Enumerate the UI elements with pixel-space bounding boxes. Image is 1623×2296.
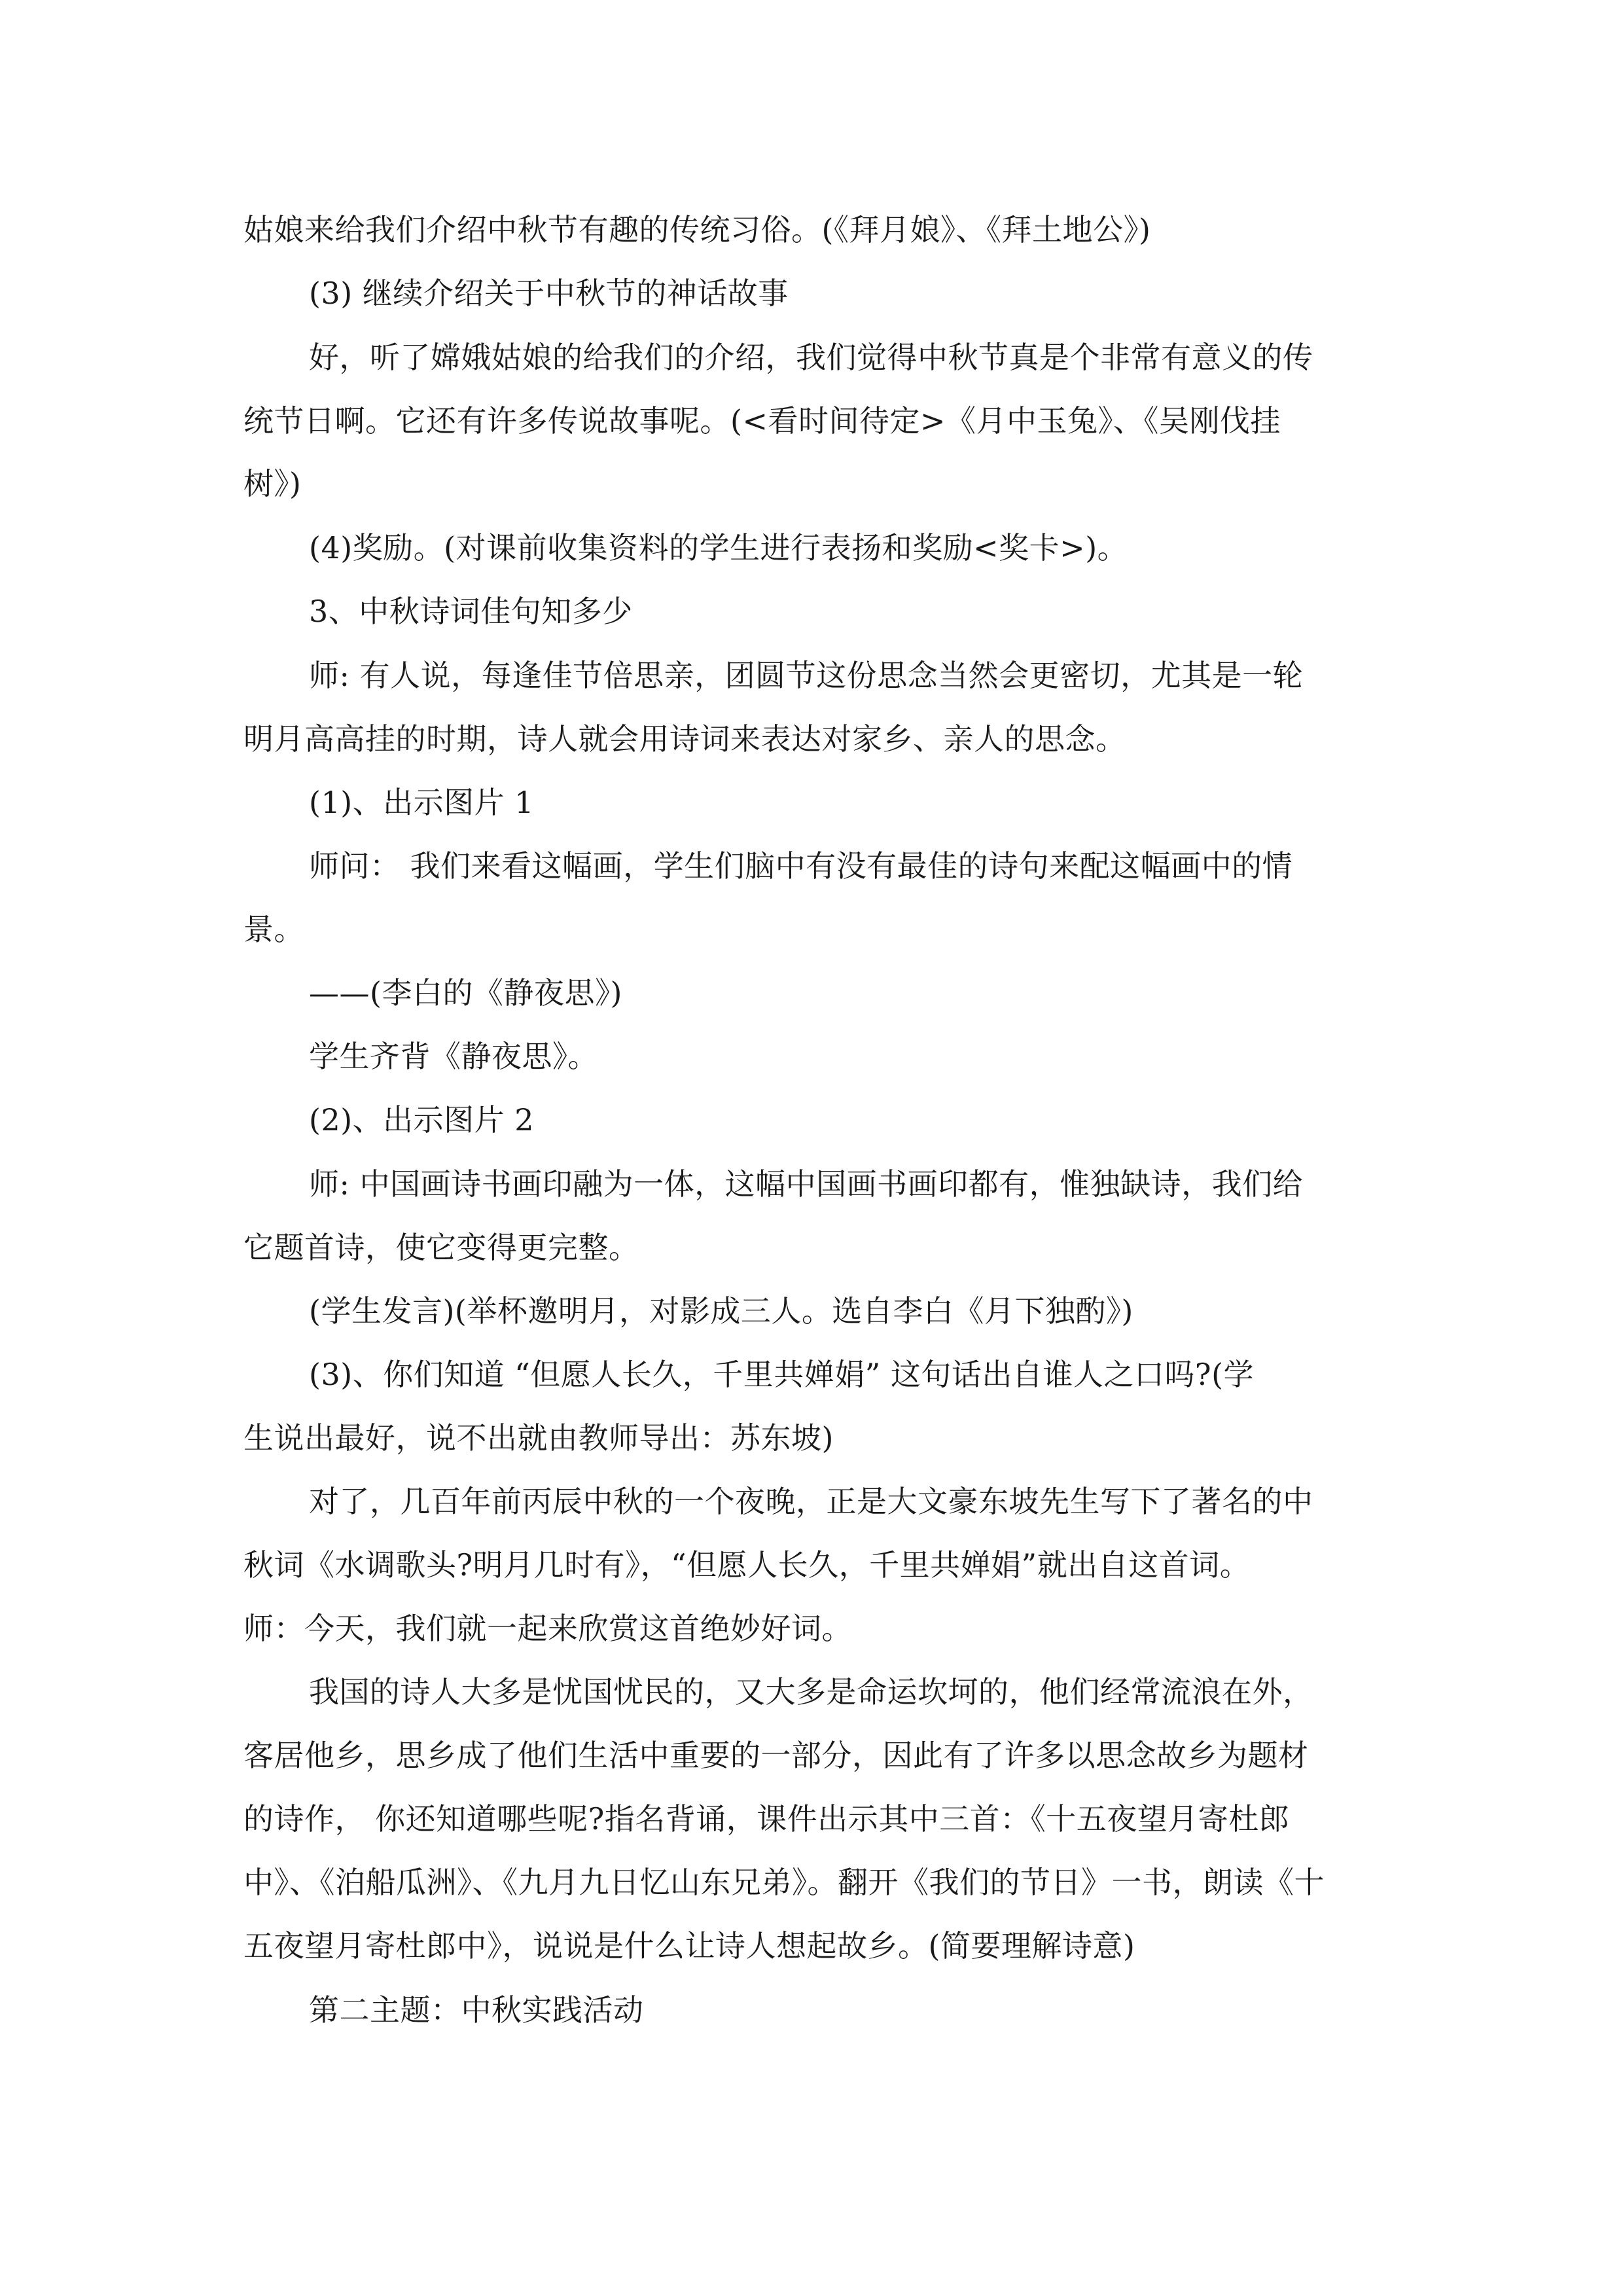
text-line: 秋词《水调歌头?明月几时有》，“但愿人长久，千里共婵娟”就出自这首词。 [243, 1547, 1251, 1583]
text-line: 客居他乡，思乡成了他们生活中重要的一部分，因此有了许多以思念故乡为题材 [243, 1738, 1309, 1773]
text-line: 师: 有人说，每逢佳节倍思亲，团圆节这份思念当然会更密切，尤其是一轮 [309, 658, 1304, 693]
text-line: 姑娘来给我们介绍中秋节有趣的传统习俗。(《拜月娘》、《拜土地公》) [243, 212, 1151, 247]
text-line: 师：今天，我们就一起来欣赏这首绝妙好词。 [243, 1611, 852, 1646]
text-line: 的诗作， 你还知道哪些呢?指名背诵，课件出示其中三首：《十五夜望月寄杜郎 [243, 1801, 1290, 1837]
text-line: 好，听了嫦娥姑娘的给我们的介绍，我们觉得中秋节真是个非常有意义的传 [309, 340, 1313, 375]
text-line: 师: 中国画诗书画印融为一体，这幅中国画书画印都有，惟独缺诗，我们给 [309, 1166, 1304, 1202]
text-line: (3) 继续介绍关于中秋节的神话故事 [309, 276, 789, 311]
text-line: 景。 [243, 912, 304, 947]
text-line: 五夜望月寄杜郎中》，说说是什么让诗人想起故乡。(简要理解诗意) [243, 1928, 1135, 1964]
text-line: 学生齐背《静夜思》。 [309, 1039, 598, 1074]
text-line: 师问： 我们来看这幅画，学生们脑中有没有最佳的诗句来配这幅画中的情 [309, 848, 1293, 884]
text-line: ——(李白的《静夜思》) [309, 975, 622, 1011]
text-line: (2)、出示图片 2 [309, 1102, 535, 1138]
text-line: (4)奖励。(对课前收集资料的学生进行表扬和奖励<奖卡>)。 [309, 530, 1128, 565]
text-line: 统节日啊。它还有许多传说故事呢。(<看时间待定>《月中玉兔》、《吴刚伐挂 [243, 403, 1281, 439]
text-line: 明月高高挂的时期，诗人就会用诗词来表达对家乡、亲人的思念。 [243, 721, 1126, 757]
text-line: (1)、出示图片 1 [309, 785, 535, 820]
text-line: 树》) [243, 466, 302, 501]
section-heading: 3、中秋诗词佳句知多少 [309, 594, 633, 629]
text-line: 中》、《泊船瓜洲》、《九月九日忆山东兄弟》。翻开《我们的节日》一书，朗读《十 [243, 1865, 1325, 1900]
text-line: 生说出最好，说不出就由教师导出：苏东坡) [243, 1420, 834, 1456]
section-heading: 第二主题：中秋实践活动 [309, 1992, 644, 2028]
text-line: 我国的诗人大多是忧国忧民的，又大多是命运坎坷的，他们经常流浪在外， [309, 1674, 1313, 1710]
text-line: 它题首诗，使它变得更完整。 [243, 1230, 639, 1265]
text-line: (3)、你们知道 “但愿人长久，千里共婵娟” 这句话出自谁人之口吗?(学 [309, 1357, 1255, 1392]
text-line: (学生发言)(举杯邀明月，对影成三人。选自李白《月下独酌》) [309, 1293, 1133, 1329]
text-line: 对了，几百年前丙辰中秋的一个夜晚，正是大文豪东坡先生写下了著名的中 [309, 1484, 1313, 1519]
